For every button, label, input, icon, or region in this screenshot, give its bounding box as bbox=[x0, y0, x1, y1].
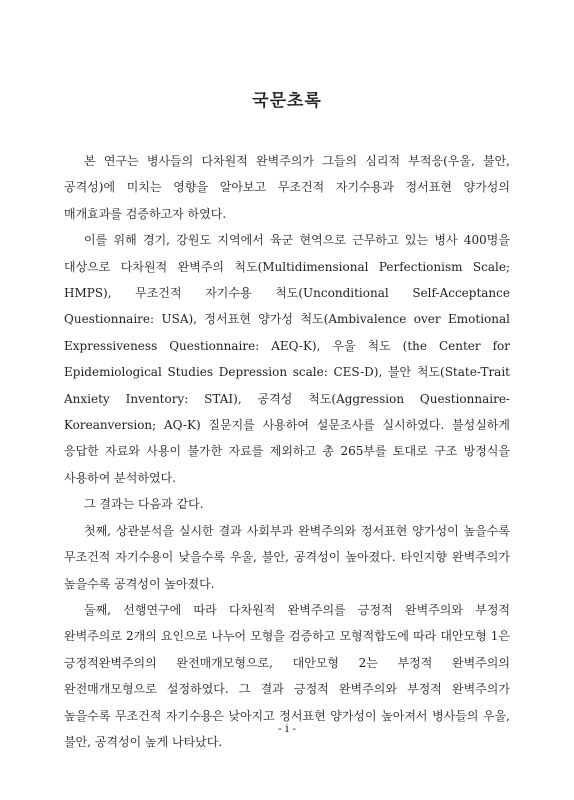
abstract-paragraph-result-first: 첫째, 상관분석을 실시한 결과 사회부과 완벽주의와 정서표현 양가성이 높을수록 무조건적 자기수용이 낮을수록 우울, 불안, 공격성이 높아졌다. 타인지향 완벽주의가 높을수록 공격성이 높아졌다. bbox=[64, 523, 510, 591]
page-number: - i - bbox=[278, 722, 296, 735]
abstract-paragraph-purpose: 본 연구는 병사들의 다차원적 완벽주의가 그들의 심리적 부적응(우울, 불안, 공격성)에 미치는 영향을 알아보고 무조건적 자기수용과 정서표현 양가성의 매개효과를 검증하고자 하였다. bbox=[64, 154, 510, 221]
abstract-paragraph-method: 이를 위해 경기, 강원도 지역에서 육군 현역으로 근무하고 있는 병사 400명을 대상으로 다차원적 완벽주의 척도(Multidimensional Perfectionism Scale; HMPS), 무조건적 자기수용 척도(Unconditional Self-Acceptance Questionnaire: USA), 정서표현 양가성 척도(Ambivalence over Emotional Expressiveness Questionnaire: AEQ-K), 우울 척도 (the Center for Epidemiological Studies Depression scale: CES-D), 불안 척도(State-Trait Anxiety Inventory: STAI), 공격성 척도(Aggression Questionnaire-Koreanversion; AQ-K) 질문지를 사용하여 설문조사를 실시하였다. 불성실하게 응답한 자료와 사용이 불가한 자료를 제외하고 총 265부를 토대로 구조 방정식을 사용하여 분석하였다. bbox=[64, 233, 510, 485]
page-title: 국문초록 bbox=[252, 91, 322, 111]
abstract-paragraph-result-second: 둘째, 선행연구에 따라 다차원적 완벽주의를 긍정적 완벽주의와 부정적 완벽주의로 2개의 요인으로 나누어 모형을 검증하고 모형적합도에 따라 대안모형 1은 긍정적완벽주의의 완전매개모형으로, 대안모형 2는 부정적 완벽주의의 완전매개모형으로 설정하였다. 그 결과 긍정적 완벽주의와 부정적 완벽주의가 높을수록 무조건적 자기수용은 낮아지고 정서표현 양가성이 높아져서 병사들의 우울, 불안, 공격성이 높게 나타났다. bbox=[64, 602, 510, 749]
abstract-body bbox=[64, 148, 510, 755]
abstract-paragraph-results-intro: 그 결과는 다음과 같다. bbox=[84, 497, 204, 512]
